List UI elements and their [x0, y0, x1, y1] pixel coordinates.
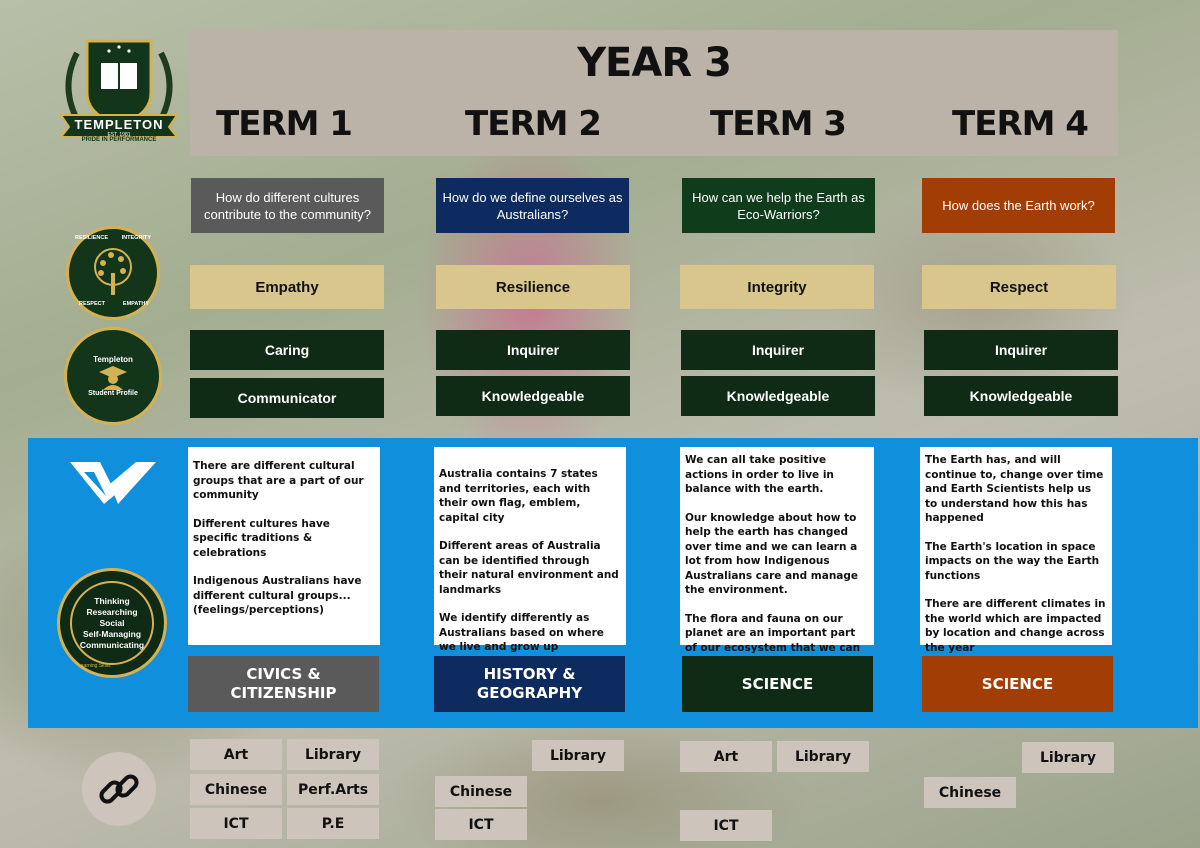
term-4-subject: SCIENCE: [922, 656, 1113, 712]
skill-researching: Researching: [86, 606, 138, 617]
learning-skills-caption: Learning Skills: [78, 663, 111, 669]
profile-badge-title: Templeton: [93, 355, 133, 364]
term-4-content: [920, 447, 1112, 654]
term-1-content-point: Different cultures have specific traditions & celebrations: [193, 517, 330, 559]
term-1-specialist-tag: Library: [287, 739, 379, 770]
term-1-specialist-tag: Perf.Arts: [287, 774, 379, 805]
victorian-curriculum-icon: [70, 458, 156, 508]
values-badge-resilience: RESILIENCE: [75, 235, 109, 241]
term-3-question: How can we help the Earth as Eco-Warriors?: [682, 178, 875, 233]
profile-badge-subtitle: Student Profile: [88, 390, 138, 397]
term-1-specialist-tag: ICT: [190, 808, 282, 839]
skill-thinking: Thinking: [94, 595, 130, 606]
term-2-content-point: We identify differently as Australians based on where we live and grow up: [439, 612, 604, 653]
graduate-icon: [98, 364, 128, 390]
term-4-content-point: The Earth's location in space impacts on the way the Earth functions: [925, 540, 1100, 582]
term-3-content: [680, 447, 874, 654]
values-badge-respect: RESPECT: [79, 301, 105, 307]
term-1-attribute-2: Communicator: [190, 378, 384, 418]
term-4-content-point: The Earth has, and will continue to, change over time and Earth Scientists help us to understand how this has happened: [925, 454, 1104, 524]
term-1-attribute-1: Caring: [190, 330, 384, 370]
term-2-question: How do we define ourselves as Australians?: [436, 178, 629, 233]
crest-est: EST. 1981: [107, 132, 131, 138]
term-2-attribute-1: Inquirer: [436, 330, 630, 370]
skill-social: Social: [99, 617, 125, 628]
term-1-content-point: There are different cultural groups that are a part of our community: [193, 460, 364, 501]
year-title: YEAR 3: [577, 40, 731, 86]
term-1-question: How do different cultures contribute to the community?: [191, 178, 384, 233]
term-2-specialist-tag: Library: [532, 740, 624, 771]
term-2-value: Resilience: [436, 265, 630, 309]
term-2-title: TERM 2: [465, 104, 601, 144]
term-2-specialist-tag: Chinese: [435, 776, 527, 807]
term-2-attribute-2: Knowledgeable: [436, 376, 630, 416]
term-3-content-point: We can all take positive actions in order to live in balance with the earth.: [685, 454, 834, 495]
values-badge-integrity: INTEGRITY: [121, 235, 151, 241]
term-2-subject: HISTORY & GEOGRAPHY: [434, 656, 625, 712]
student-profile-badge: [64, 327, 162, 425]
crest-name: TEMPLETON: [74, 117, 164, 132]
term-1-specialist-tag: Chinese: [190, 774, 282, 805]
term-3-subject: SCIENCE: [682, 656, 873, 712]
term-4-question: How does the Earth work?: [922, 178, 1115, 233]
term-1-specialist-tag: Art: [190, 739, 282, 770]
term-1-content-point: Indigenous Australians have different cultural groups... (feelings/perceptions): [193, 575, 362, 616]
term-1-specialist-tag: P.E: [287, 808, 379, 839]
skill-communicating: Communicating: [79, 639, 145, 650]
term-2-specialist-tag: ICT: [435, 809, 527, 840]
term-4-value: Respect: [922, 265, 1116, 309]
term-3-content-point: Our knowledge about how to help the earth has changed over time and we can learn a lot from how Indigenous Australians care and manage the environment.: [685, 511, 859, 596]
term-1-title: TERM 1: [216, 104, 352, 144]
term-3-specialist-tag: Library: [777, 741, 869, 772]
learning-skills-badge: [57, 568, 167, 678]
term-2-content-point: Different areas of Australia can be identified through their natural environment and landmarks: [439, 540, 619, 596]
term-3-value: Integrity: [680, 265, 874, 309]
term-4-attribute-2: Knowledgeable: [924, 376, 1118, 416]
term-1-subject: CIVICS & CITIZENSHIP: [188, 656, 379, 712]
term-4-attribute-1: Inquirer: [924, 330, 1118, 370]
term-4-specialist-tag: Library: [1022, 742, 1114, 773]
term-3-attribute-1: Inquirer: [681, 330, 875, 370]
term-2-content: [434, 447, 626, 653]
term-4-content-point: There are different climates in the world which are impacted by location and change across the year: [925, 598, 1106, 654]
term-1-content: [188, 447, 380, 645]
term-4-specialist-tag: Chinese: [924, 777, 1016, 808]
school-crest-logo: [57, 33, 181, 145]
term-2-content-point: Australia contains 7 states and territories, each with their own flag, emblem, capital city: [439, 468, 598, 524]
term-4-title: TERM 4: [952, 104, 1088, 144]
skill-self-managing: Self-Managing: [82, 628, 142, 639]
term-3-content-point: The flora and fauna on our planet are an important part of our ecosystem that we can: [685, 612, 861, 654]
crest-motto: PRIDE IN PERFORMANCE: [81, 137, 157, 143]
term-1-value: Empathy: [190, 265, 384, 309]
school-values-badge: [66, 226, 160, 320]
term-3-specialist-tag: ICT: [680, 810, 772, 841]
link-icon: [82, 752, 156, 826]
term-3-specialist-tag: Art: [680, 741, 772, 772]
learning-skills-ring: [70, 581, 154, 665]
term-3-attribute-2: Knowledgeable: [681, 376, 875, 416]
term-3-title: TERM 3: [710, 104, 846, 144]
tree-icon: [83, 243, 143, 303]
values-badge-empathy: EMPATHY: [122, 301, 149, 307]
